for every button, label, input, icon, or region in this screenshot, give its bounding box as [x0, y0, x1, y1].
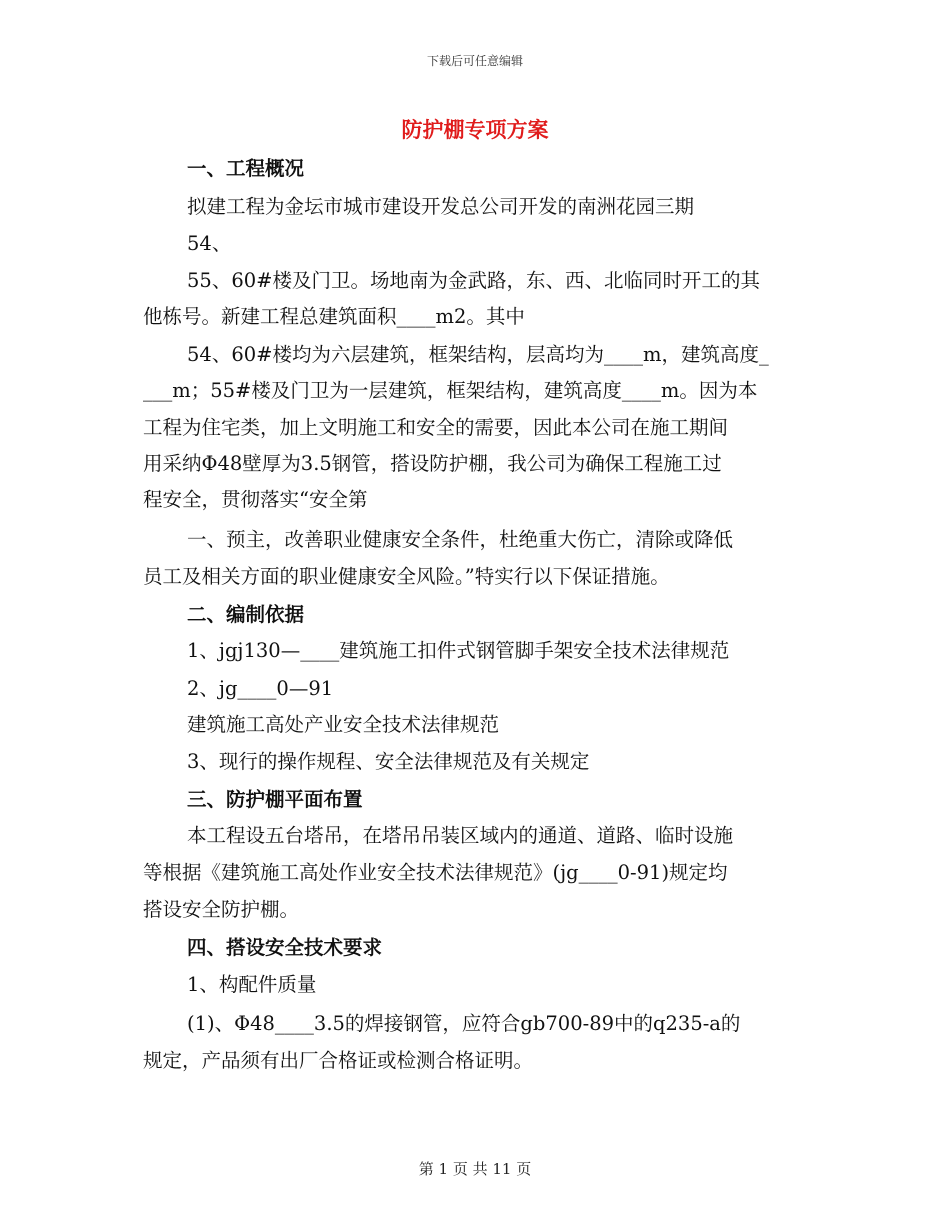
subsection-heading: 1、构配件质量	[187, 973, 317, 996]
paragraph-line: (1)、Φ48____3.5的焊接钢管，应符合gb700-89中的q235-a的	[187, 1012, 741, 1035]
paragraph-line: 54、	[187, 232, 232, 255]
page-header: 下载后可任意编辑	[426, 54, 523, 68]
list-item: 2、jg____0—91	[187, 677, 334, 700]
paragraph-line: 员工及相关方面的职业健康安全风险。”特实行以下保证措施。	[143, 565, 670, 588]
paragraph-line: 程安全，贯彻落实“安全第	[143, 488, 368, 511]
paragraph-line: 工程为住宅类，加上文明施工和安全的需要，因此本公司在施工期间	[143, 416, 729, 439]
paragraph-line: 本工程设五台塔吊，在塔吊吊装区域内的通道、道路、临时设施	[187, 824, 734, 847]
section-heading-layout: 三、防护棚平面布置	[187, 788, 363, 811]
paragraph-line: 他栋号。新建工程总建筑面积____m2。其中	[143, 305, 525, 328]
section-heading-basis: 二、编制依据	[187, 603, 305, 626]
paragraph-line: 55、60#楼及门卫。场地南为金武路，东、西、北临同时开工的其	[187, 269, 760, 292]
list-item: 1、jgj130—____建筑施工扣件式钢管脚手架安全技术法律规范	[187, 639, 730, 662]
page-number: 第 1 页 共 11 页	[418, 1160, 532, 1178]
paragraph-line: 用采纳Φ48壁厚为3.5钢管，搭设防护棚，我公司为确保工程施工过	[143, 452, 722, 475]
section-heading-requirements: 四、搭设安全技术要求	[187, 936, 383, 959]
paragraph-line: 建筑施工高处产业安全技术法律规范	[187, 713, 500, 736]
section-heading-overview: 一、工程概况	[187, 157, 305, 180]
paragraph-line: 规定，产品须有出厂合格证或检测合格证明。	[143, 1049, 534, 1072]
paragraph-line: ___m；55#楼及门卫为一层建筑，框架结构，建筑高度____m。因为本	[143, 379, 758, 402]
paragraph-line: 等根据《建筑施工高处作业安全技术法律规范》(jg____0-91)规定均	[143, 861, 728, 884]
document-title: 防护棚专项方案	[401, 118, 549, 142]
paragraph-line: 拟建工程为金坛市城市建设开发总公司开发的南洲花园三期	[187, 195, 695, 218]
paragraph-line: 54、60#楼均为六层建筑，框架结构，层高均为____m，建筑高度_	[187, 343, 769, 366]
paragraph-line: 搭设安全防护棚。	[143, 898, 300, 921]
list-item: 3、现行的操作规程、安全法律规范及有关规定	[187, 750, 590, 773]
paragraph-line: 一、预主，改善职业健康安全条件，杜绝重大伤亡，清除或降低	[187, 528, 734, 551]
